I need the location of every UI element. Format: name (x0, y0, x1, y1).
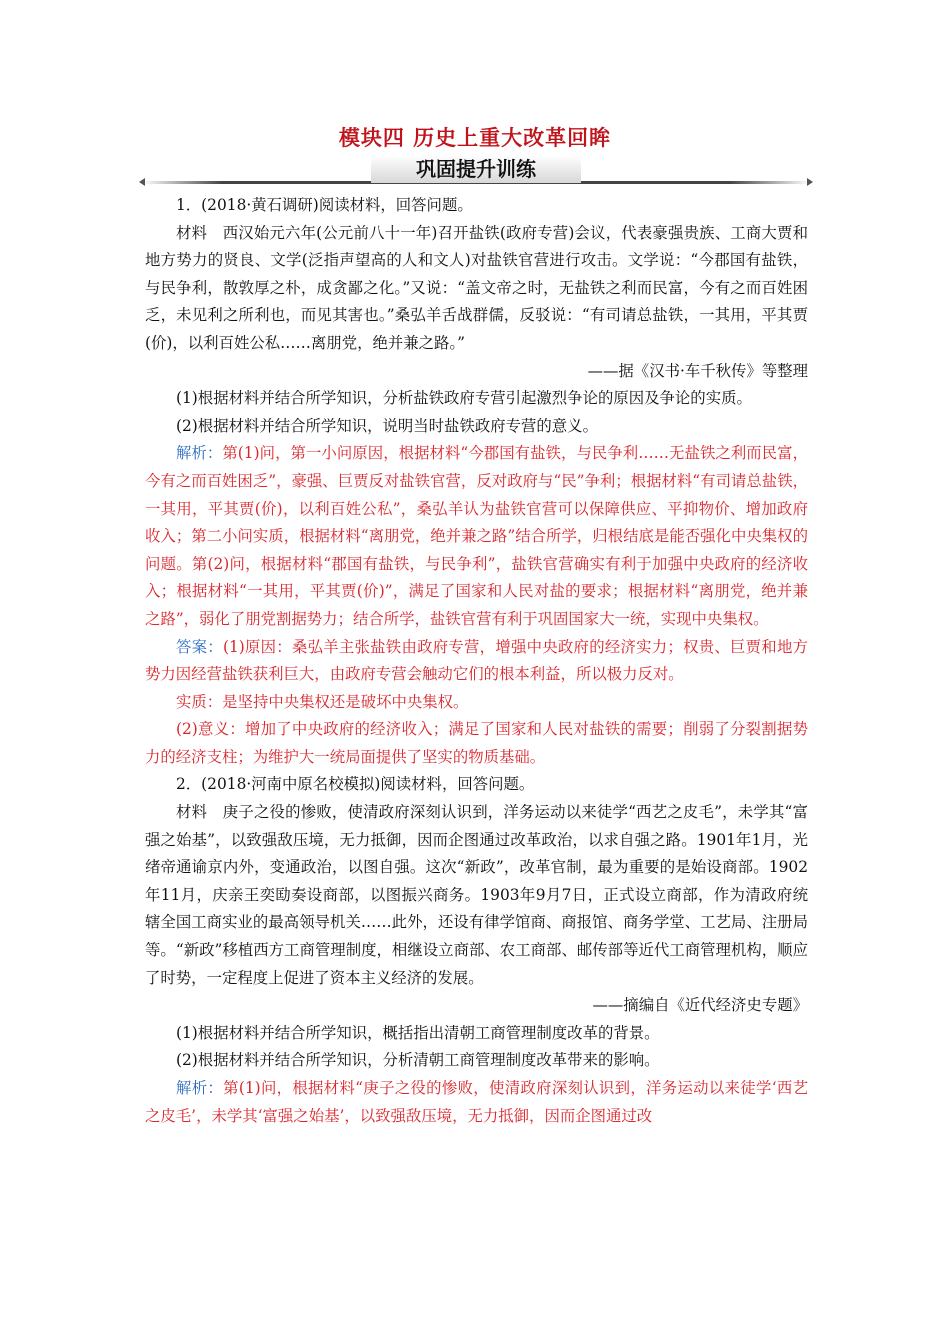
q2-source: ——摘编自《近代经济史专题》 (592, 996, 808, 1015)
analysis-label: 解析： (176, 1079, 224, 1097)
q2-analysis-text: 第(1)问，根据材料“庚子之役的惨败，使清政府深刻认识到，洋务运动以来徒学‘西艺之皮毛’，未学其‘富强之始基’，以致强敌压境，无力抵御，因而企图通过改 (145, 1079, 808, 1125)
q1-material: 材料 西汉始元六年(公元前八十一年)召开盐铁(政府专营)会议，代表豪强贵族、工商大贾和地方势力的贤良、文学(泛指声望高的人和文人)对盐铁官营进行攻击。文学说：“今郡国有盐铁，与民争利，散敦厚之朴，成贪鄙之化。”又说：“盖文帝之时，无盐铁之利而民富，今有之而百姓困乏，未见利之所利也，而见其害也。”桑弘羊舌战群儒，反驳说：“有司请总盐铁，一其用，平其贾(价)，以利百姓公私……离朋党，绝并兼之路。” (145, 223, 808, 352)
analysis-label: 解析： (176, 444, 223, 463)
q1-stem: 1．(2018·黄石调研)阅读材料，回答问题。 (176, 196, 473, 214)
q1-answer-1-text: (1)原因：桑弘羊主张盐铁由政府专营，增强中央政府的经济实力；权贵、巨贾和地方势力因经营盐铁获利巨大，由政府专营会触动它们的根本利益，所以极力反对。 (145, 637, 808, 684)
q1-analysis-text: 第(1)问，第一小问原因，根据材料“今郡国有盐铁，与民争利……无盐铁之利而民富，今有之而百姓困乏”，豪强、巨贾反对盐铁官营，反对政府与“民”争利；根据材料“有司请总盐铁，一其用，平其贾(价)，以利百姓公私”，桑弘羊认为盐铁官营可以保障供应、平抑物价、增加政府收入；第二小问实质，根据材料“离朋党，绝并兼之路”结合所学，归根结底是能否强化中央集权的问题。第(2)问，根据材料“郡国有盐铁，与民争利”，盐铁官营确实有利于加强中央政府的经济收入；根据材料“一其用，平其贾(价)”，满足了国家和人民对盐的要求；根据材料“离朋党，绝并兼之路”，弱化了朋党割据势力；结合所学，盐铁官营有利于巩固国家大一统，实现中央集权。 (145, 444, 808, 628)
banner-left-arrow-icon (139, 178, 145, 186)
q2-material: 材料 庚子之役的惨败，使清政府深刻认识到，洋务运动以来徒学“西艺之皮毛”，未学其“富强之始基”，以致强敌压境，无力抵御，因而企图通过改革政治，以求自强之路。1901年1月，光绪帝通谕京内外，变通政治，以图自强。这次“新政”，改革官制，最为重要的是始设商部。1902年11月，庆亲王奕劻奏设商部，以图振兴商务。1903年9月7日，正式设立商部，作为清政府统辖全国工商实业的最高领导机关……此外，还设有律学馆商、商报馆、商务学堂、工艺局、注册局等。“新政”移植西方工商管理制度，相继设立商部、农工商部、邮传部等近代工商管理机构，顺应了时势，一定程度上促进了资本主义经济的发展。 (145, 803, 808, 987)
section-subtitle: 巩固提升训练 (371, 155, 581, 183)
q1-answer (145, 634, 808, 689)
q2-stem: 2．(2018·河南中原名校模拟)阅读材料，回答问题。 (176, 775, 535, 794)
module-title: 模块四 历史上重大改革回眸 (338, 125, 612, 150)
document-body (145, 192, 808, 1130)
subtitle-banner (142, 155, 810, 189)
answer-label: 答案： (176, 637, 223, 656)
q1-analysis (145, 440, 808, 633)
q1-source: ——据《汉书·车千秋传》等整理 (587, 361, 808, 380)
q2-analysis (145, 1075, 808, 1130)
banner-right-arrow-icon (807, 178, 813, 186)
q1-answer-2: (2)意义：增加了中央政府的经济收入；满足了国家和人民对盐铁的需要；削弱了分裂割据势力的经济支柱；为维护大一统局面提供了坚实的物质基础。 (145, 720, 808, 766)
q1-answer-1b: 实质：是坚持中央集权还是破坏中央集权。 (176, 692, 469, 711)
q2-subquestion-2: (2)根据材料并结合所学知识，分析清朝工商管理制度改革带来的影响。 (176, 1051, 660, 1070)
q1-subquestion-2: (2)根据材料并结合所学知识，说明当时盐铁政府专营的意义。 (176, 416, 598, 435)
q2-subquestion-1: (1)根据材料并结合所学知识，概括指出清朝工商管理制度改革的背景。 (176, 1023, 660, 1042)
q1-subquestion-1: (1)根据材料并结合所学知识，分析盐铁政府专营引起激烈争论的原因及争论的实质。 (176, 389, 752, 408)
